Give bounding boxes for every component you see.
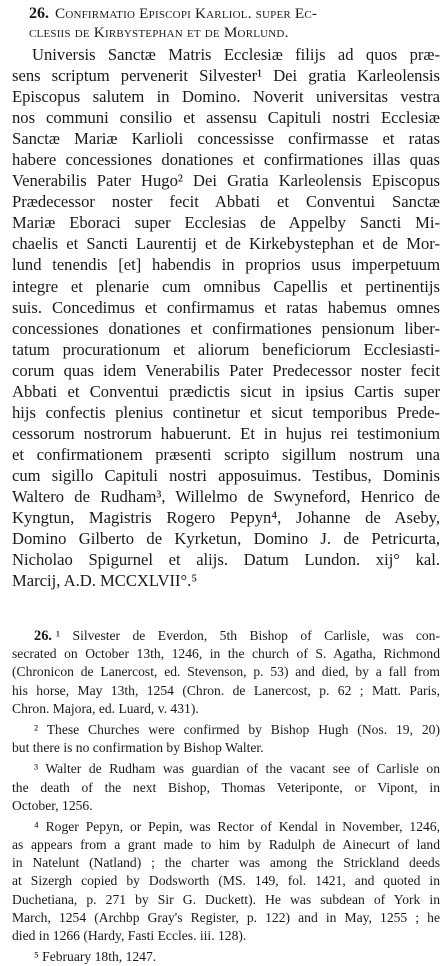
body-line: habere concessiones donationes et confirmationes illas quas: [12, 150, 440, 170]
body-line: Kyngtun, Magistris Rogero Pepyn⁴, Johanne de Aseby,: [12, 508, 440, 528]
footnote-1-line: [12, 627, 440, 645]
footnote-3-line: October, 1256.: [12, 797, 93, 813]
footnote-4-line: as appears from a grant made to him by Radulph de Ainecurt of land: [12, 837, 440, 853]
body-line: Waltero de Rudham³, Willelmo de Swyneford, Henrico de: [12, 486, 440, 506]
footnote-4-line: in Natelunt (Natland) ; the charter was among the Strickland deeds: [12, 855, 440, 871]
footnote-5-line: ⁵ February 18th, 1247.: [34, 949, 157, 965]
footnote-2-line: but there is no confirmation by Bishop Walter.: [12, 740, 264, 756]
charter-heading: [29, 4, 439, 42]
body-line: hijs confectis plenius continetur et sicut temporibus Prede-: [12, 402, 440, 422]
footnote-1-line: (Chronicon de Lanercost, ed. Stevenson, p. 53) and died, by a fall from: [12, 664, 440, 680]
footnote-3-line: ³ Walter de Rudham was guardian of the vacant see of Carlisle on: [34, 761, 440, 777]
footnotes: [12, 627, 440, 966]
body-line: Mariæ Eboraci super Ecclesias de Appelby Sancti Mi-: [12, 213, 440, 233]
footnote-4-line: at Sizergh copied by Dodsworth (MS. 149, fol. 1421, and quoted in: [12, 873, 440, 889]
body-line: sens scriptum pervenerit Silvester¹ Dei gratia Karleolensis: [12, 66, 440, 86]
heading-line-1: Confirmatio Episcopi Karliol. super Ec-: [55, 5, 318, 22]
body-line: chaelis et Sancti Laurentij et de Kirkebystephan et de Mor-: [12, 234, 440, 254]
footnote-4-line: Duchetiana, p. 271 by Sir G. Duckett). He was subdean of York in: [12, 891, 440, 907]
charter-number: 26.: [29, 5, 49, 22]
heading-line-2: clesiis de Kirbystephan et de Morlund.: [29, 24, 289, 41]
body-line: Episcopus salutem in Domino. Noverit universitas vestra: [12, 87, 440, 107]
footnote-2-line: ² These Churches were confirmed by Bishop Hugh (Nos. 19, 20): [34, 721, 440, 737]
body-line: Prædecessor noster fecit Abbati et Conventui Sanctæ: [12, 192, 440, 212]
body-line: cum sigillo Capituli nostri apposuimus. Testibus, Dominis: [12, 465, 440, 485]
body-line: corum quas idem Venerabilis Pater Predecessor noster fecit: [12, 360, 440, 380]
footnote-1-line: secrated on October 13th, 1246, in the church of S. Agatha, Richmond: [12, 646, 440, 662]
footnote-1-line: Chron. Majora, ed. Luard, v. 431).: [12, 700, 199, 716]
body-line: Nicholao Spigurnel et alijs. Datum Lundon. xij° kal.: [12, 550, 440, 570]
body-line: et confirmationem præsenti scripto sigillum nostrum una: [12, 444, 440, 464]
body-line: Universis Sanctæ Matris Ecclesiæ filijs ad quos præ-: [32, 45, 440, 64]
footnote-charter-number: 26.: [34, 628, 52, 644]
body-line: Domino Gilberto de Kyrketun, Domino J. de Petricurta,: [12, 529, 440, 549]
body-line: Venerabilis Pater Hugo² Dei Gratia Karleolensis Episcopus: [12, 171, 440, 191]
body-line: concessiones donationes et confirmationes pensionum liber-: [12, 318, 440, 338]
footnote-3-line: the death of the next Bishop, Thomas Veteriponte, or Vipont, in: [12, 779, 440, 795]
body-line-dating-clause: Marcij, A.D. MCCXLVII°.⁵: [12, 571, 198, 591]
footnote-1-line: his horse, May 13th, 1254 (Chron. de Lanercost, p. 62 ; Matt. Paris,: [12, 682, 440, 698]
body-line: lund tenendis [et] habendis in proprios usus imperpetuum: [12, 255, 440, 275]
body-line: Sanctæ Mariæ Karlioli concessisse confirmasse et ratas: [12, 129, 440, 149]
body-line: nos communi consilio et assensu Capituli nostri Ecclesiæ: [12, 108, 440, 128]
body-line: tatum procurationum et aliorum beneficiorum Ecclesiasti-: [12, 339, 440, 359]
charter-body: [12, 44, 440, 591]
body-line: Abbati et Conventui prædictis sicut in ipsius Cartis super: [12, 381, 440, 401]
footnote-4-line: died in 1266 (Hardy, Fasti Eccles. iii. 128).: [12, 928, 247, 943]
footnote-4-line: March, 1254 (Archbp Gray's Register, p. 122) and in May, 1255 ; he: [12, 909, 440, 925]
body-line: suis. Concedimus et confirmamus et ratas habemus omnes: [12, 297, 440, 317]
footnote-text: ¹ Silvester de Everdon, 5th Bishop of Carlisle, was con-: [56, 628, 440, 643]
footnote-4-line: ⁴ Roger Pepyn, or Pepin, was Rector of Kendal in November, 1246,: [34, 818, 440, 834]
body-line: integre et plenarie cum omnibus Capellis et pertinentijs: [12, 276, 440, 296]
body-line: cessorum nostrorum habuerunt. Et in hujus rei testimonium: [12, 423, 440, 443]
